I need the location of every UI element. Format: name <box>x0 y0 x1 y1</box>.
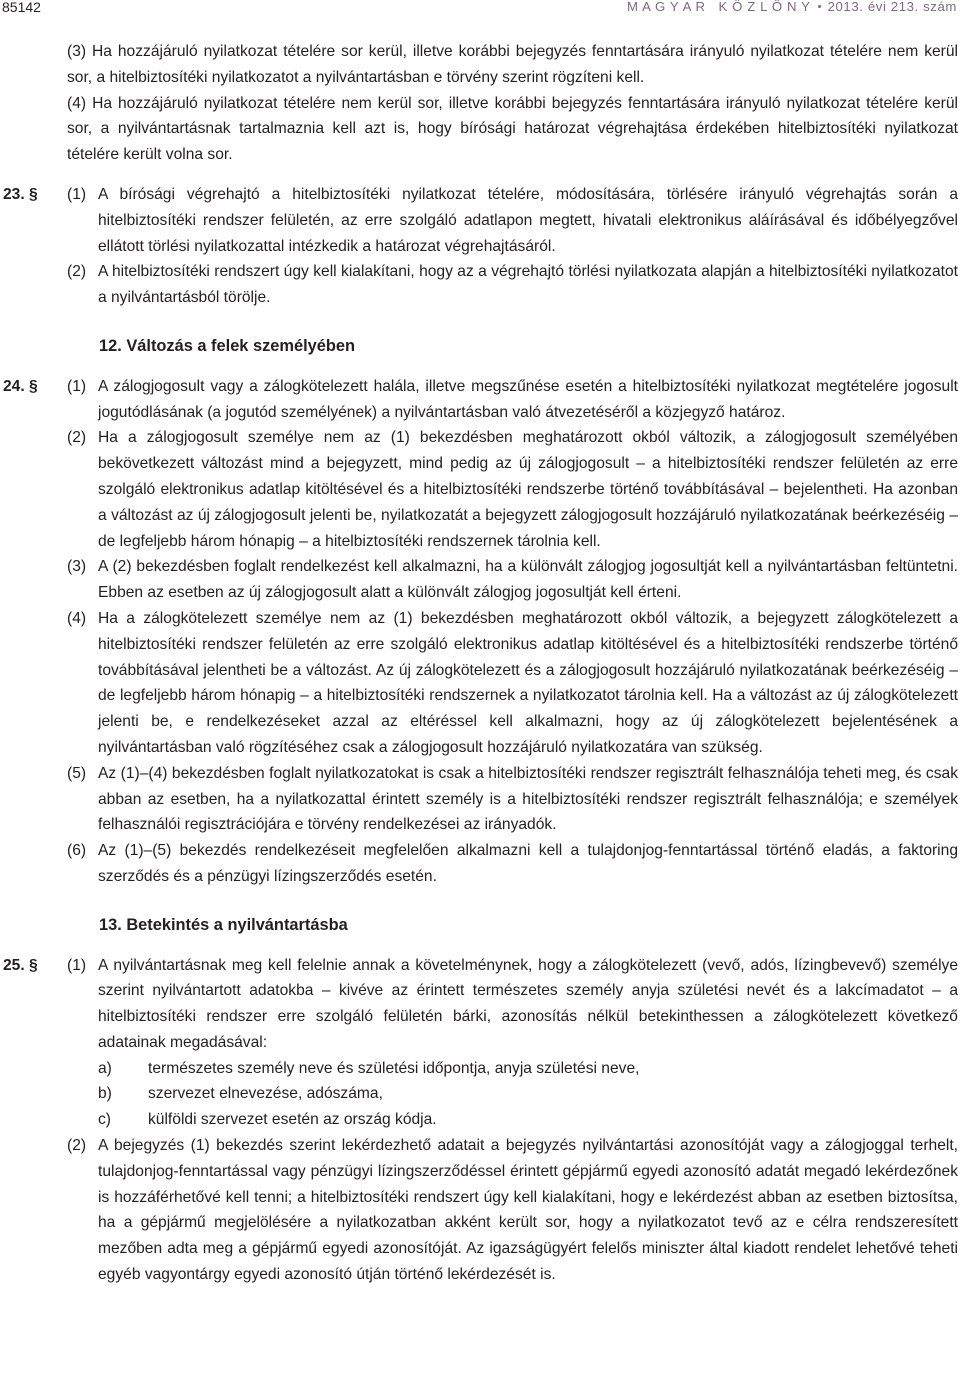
list-item <box>98 1056 958 1082</box>
paragraph-text: A bírósági végrehajtó a hitelbiztosítéki nyilatkozat tételére, módosítására, törlésére irányuló végrehajtás során a hitelbiztosítéki rendszer felületén, az erre szolgáló adatlapon megtett, hivatali elektronikus aláírásával és időbélyegzővel ellátott törlési nyilatkozattal intézkedik a határozat végrehajtásáról. <box>98 185 958 255</box>
paragraph-number: (5) <box>67 764 87 782</box>
journal-name: M A G Y A R K Ö Z L Ö N Y <box>627 0 811 14</box>
paragraph-24-4 <box>3 606 958 761</box>
paragraph-number: (3) <box>67 558 87 576</box>
list-item <box>98 1081 958 1107</box>
journal-title <box>627 0 957 14</box>
paragraph-number: (4) <box>67 609 87 627</box>
paragraph-text: Ha a zálogkötelezett személye nem az (1) bekezdésben meghatározott okból változik, a bejegyzett zálogkötelezett a hitelbiztosítéki rendszer felületén az erre szolgáló elektronikus adatlap kitöltésével és a hitelbiztosítéki rendszerbe történő továbbításával jelentheti be a változást. Az új zálogkötelezett és a zálogjogosult hozzájáruló nyilatkozatának beérkezéséig – de legfeljebb három hónapig – a hitelbiztosítéki rendszernek a nyilatkozatot tárolnia kell. Ha a változást az új zálogkötelezett jelenti be, e rendelkezéseket azzal az eltéréssel kell alkalmazni, hogy az új zálogkötelezett bejelentésének a nyilvántartásban való rögzítéséhez csak a zálogjogosult hozzájáruló nyilatkozatára van szükség. <box>98 609 958 756</box>
paragraph-text: Az (1)–(5) bekezdés rendelkezéseit megfelelően alkalmazni kell a tulajdonjog-fenntartással történő eladás, a faktoring szerződés és a pénzügyi lízingszerződés esetén. <box>98 842 958 885</box>
list-item <box>98 1107 958 1133</box>
journal-issue: 2013. évi 213. szám <box>827 0 957 14</box>
paragraph-24-5 <box>3 761 958 838</box>
paragraph-number: (1) <box>67 956 87 974</box>
paragraph-text: A bejegyzés (1) bekezdés szerint lekérdezhető adatait a bejegyzés nyilvántartási azonosítóját vagy a zálogjoggal terhelt, tulajdonjog-fenntartással vagy pénzügyi lízingszerződéssel érintett gépjármű egyedi azonosító adatát megadó lekérdezőnek is hozzáférhetővé kell tenni; a hitelbiztosítéki rendszert úgy kell kialakítani, hogy e lekérdezést abban az esetben biztosítsa, ha a gépjármű megjelölésére a nyilatkozatban akként került sor, hogy a nyilatkozatot tevő az e célra rendszeresített mezőben adta meg a gépjármű egyedi azonosítóját. Az igazságügyért felelős miniszter által kiadott rendelet lehetővé teheti egyéb vagyontárgy egyedi azonosító útján történő lekérdezését is. <box>98 1137 958 1284</box>
paragraph-number: (6) <box>67 842 87 860</box>
document-body <box>3 39 958 1288</box>
paragraph-text: A hitelbiztosítéki rendszert úgy kell kialakítani, hogy az a végrehajtó törlési nyilatkozata alapján a hitelbiztosítéki nyilatkozatot a nyilvántartásból törölje. <box>98 263 958 307</box>
list-text: szervezet elnevezése, adószáma, <box>148 1085 383 1103</box>
list-letter: a) <box>98 1059 112 1077</box>
list-letter: c) <box>98 1111 111 1129</box>
paragraph-24-2 <box>3 425 958 554</box>
paragraph-text: A zálogjogosult vagy a zálogkötelezett halála, illetve megszűnése esetén a hitelbiztosítéki nyilatkozat megtételére jogosult jogutódlásának (a jogutód személyének) a nyilvántartásban való átvezetéséről a közjegyző határoz. <box>98 377 958 421</box>
section-heading-13: 13. Betekintés a nyilvántartásba <box>99 915 348 934</box>
paragraph-23-1 <box>3 182 958 259</box>
paragraph-text: A nyilvántartásnak meg kell felelnie annak a követelménynek, hogy a zálogkötelezett (vevő, adós, lízingbevevő) személye szerint nyilvántartott adatokba – kivéve az érintett természetes személy anyja születési nevét és a lakcímadatot – a hitelbiztosítéki rendszer erre szolgáló felületén bárki, azonosítás nélkül betekinthessen a zálogkötelezett következő adatainak megadásával: <box>98 956 958 1051</box>
section-25 <box>3 953 958 1288</box>
paragraph-text: A (2) bekezdésben foglalt rendelkezést kell alkalmazni, ha a különvált zálogjog jogosultját kell a nyilvántartásban feltüntetni. Ebben az esetben az új zálogjogosult alatt a különvált zálogjog jogosultját kell érteni. <box>98 558 958 602</box>
paragraph-number: (1) <box>67 185 87 203</box>
bullet-icon <box>818 5 821 8</box>
paragraph-text: Az (1)–(4) bekezdésben foglalt nyilatkozatokat is csak a hitelbiztosítéki rendszer regisztrált felhasználója teheti meg, és csak abban az esetben, ha a nyilatkozattal érintett személy is a hitelbiztosítéki rendszer regisztrált felhasználója; e személyek felhasználói regisztrációjára e törvény rendelkezései az irányadók. <box>98 764 958 834</box>
paragraph-24-6 <box>3 838 958 890</box>
paragraph-23-2 <box>3 259 958 311</box>
section-number: 25. § <box>3 956 38 974</box>
paragraph-22-3: (3) Ha hozzájáruló nyilatkozat tételére sor kerül, illetve korábbi bejegyzés fenntartására irányuló nyilatkozat tételére nem kerül sor, a hitelbiztosítéki nyilatkozatot a nyilvántartásban e törvény szerint rögzíteni kell. <box>67 43 958 86</box>
paragraph-number: (1) <box>67 377 87 395</box>
paragraph-number: (2) <box>67 429 87 447</box>
section-number: 24. § <box>3 377 38 395</box>
list-text: természetes személy neve és születési időpontja, anyja születési neve, <box>148 1059 640 1077</box>
list-letter: b) <box>98 1085 112 1103</box>
paragraph-22-4: (4) Ha hozzájáruló nyilatkozat tételére nem kerül sor, illetve korábbi bejegyzés fenntartására irányuló nyilatkozat tételére kerül sor, a nyilvántartásnak tartalmaznia kell azt is, hogy bírósági határozat végrehajtása érdekében hitelbiztosítéki nyilatkozat tételére került volna sor. <box>67 94 958 164</box>
paragraph-number: (2) <box>67 263 87 281</box>
section-number: 23. § <box>3 185 38 203</box>
section-heading-12: 12. Változás a felek személyében <box>99 336 356 355</box>
section-24 <box>3 374 958 890</box>
list-text: külföldi szervezet esetén az ország kódja. <box>148 1111 437 1129</box>
paragraph-text: Ha a zálogjogosult személye nem az (1) bekezdésben meghatározott okból változik, a zálogjogosult személyében bekövetkezett változást mind a bejegyzett, mind pedig az új zálogjogosult – a hitelbiztosítéki rendszer felületén az erre szolgáló elektronikus adatlap kitöltésével és a hitelbiztosítéki rendszerbe történő továbbításával – bejelentheti. Ha azonban a változást az új zálogjogosult jelenti be, nyilatkozatát a bejegyzett zálogjogosult hozzájáruló nyilatkozatának beérkezéséig – de legfeljebb három hónapig – a hitelbiztosítéki rendszernek tárolnia kell. <box>98 429 958 550</box>
page-number: 85142 <box>2 0 41 15</box>
paragraph-24-1 <box>3 374 958 426</box>
page-header <box>0 0 960 18</box>
section-23 <box>3 182 958 311</box>
paragraph-25-2 <box>3 1133 958 1288</box>
paragraph-25-1 <box>3 953 958 1134</box>
paragraph-24-3 <box>3 554 958 606</box>
paragraph-number: (2) <box>67 1137 87 1155</box>
